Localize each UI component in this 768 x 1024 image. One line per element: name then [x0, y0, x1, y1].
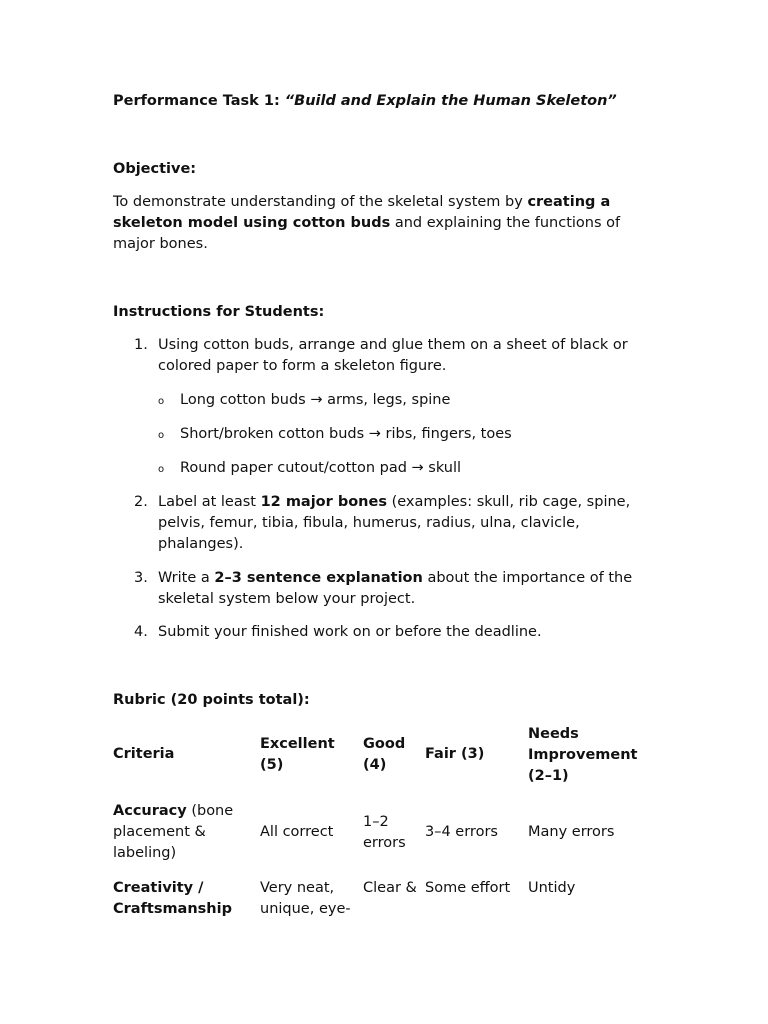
sub-item-text: Long cotton buds → arms, legs, spine	[180, 392, 451, 408]
objective-text-before: To demonstrate understanding of the skeletal system by	[113, 194, 528, 210]
step-text: Submit your finished work on or before the deadline.	[158, 624, 542, 640]
rubric-row-creativity-good: Clear &	[363, 880, 417, 896]
step-text-before: Label at least	[158, 494, 261, 510]
rubric-row-accuracy-excellent: All correct	[260, 824, 334, 840]
title-task-name: “Build and Explain the Human Skeleton”	[284, 93, 617, 109]
instructions-heading: Instructions for Students:	[113, 304, 325, 320]
step-text-after: (examples: skull, rib cage, spine, pelvis, femur, tibia, fibula, humerus, radius, ulna, clavicle, phalanges).	[158, 494, 631, 552]
sub-item-text: Round paper cutout/cotton pad → skull	[180, 460, 462, 476]
rubric-header-needs-improvement: Needs Improvement (2–1)	[528, 726, 638, 784]
criteria-bold: Accuracy	[113, 803, 187, 819]
step-text-bold: 2–3 sentence explanation	[214, 570, 423, 586]
rubric-row-creativity-criteria: Creativity / Craftsmanship	[113, 880, 232, 917]
rubric-row-accuracy-needs: Many errors	[528, 824, 615, 840]
rubric-row-creativity-fair: Some effort	[425, 880, 511, 896]
circle-bullet-icon: o	[158, 464, 165, 475]
rubric-header-fair: Fair (3)	[425, 746, 485, 762]
rubric-row-accuracy-good: 1–2 errors	[363, 814, 406, 851]
rubric-heading: Rubric (20 points total):	[113, 692, 310, 708]
criteria-rest: (bone placement & labeling)	[113, 803, 234, 861]
step-text	[158, 568, 658, 610]
rubric-row-creativity-excellent: Very neat, unique, eye-	[260, 880, 351, 917]
step-number: 3.	[134, 570, 148, 586]
sub-item-short-buds	[158, 424, 512, 445]
step-number: 4.	[134, 624, 148, 640]
page-title	[113, 91, 673, 112]
sub-item-long-buds	[158, 390, 451, 411]
step-text	[158, 492, 658, 555]
rubric-row-accuracy-fair: 3–4 errors	[425, 824, 498, 840]
rubric-header-excellent: Excellent (5)	[260, 736, 335, 773]
rubric-header-good: Good (4)	[363, 736, 406, 773]
circle-bullet-icon: o	[158, 430, 165, 441]
step-number: 1.	[134, 337, 148, 353]
objective-text	[113, 192, 658, 255]
title-prefix: Performance Task 1:	[113, 93, 285, 109]
step-text-bold: 12 major bones	[260, 494, 387, 510]
step-text: Using cotton buds, arrange and glue them on a sheet of black or colored paper to form a skeleton figure.	[158, 337, 628, 374]
circle-bullet-icon: o	[158, 396, 165, 407]
sub-item-round-pad	[158, 458, 462, 479]
objective-heading: Objective:	[113, 161, 197, 177]
rubric-row-accuracy-criteria	[113, 801, 253, 864]
sub-item-text: Short/broken cotton buds → ribs, fingers, toes	[180, 426, 512, 442]
step-text-after: about the importance of the skeletal system below your project.	[158, 570, 633, 607]
objective-text-after: and explaining the functions of major bones.	[113, 215, 621, 252]
rubric-row-creativity-needs: Untidy	[528, 880, 576, 896]
step-number: 2.	[134, 494, 148, 510]
step-text-before: Write a	[158, 570, 215, 586]
rubric-header-criteria: Criteria	[113, 746, 175, 762]
objective-text-bold: creating a skeleton model using cotton buds	[113, 194, 611, 231]
